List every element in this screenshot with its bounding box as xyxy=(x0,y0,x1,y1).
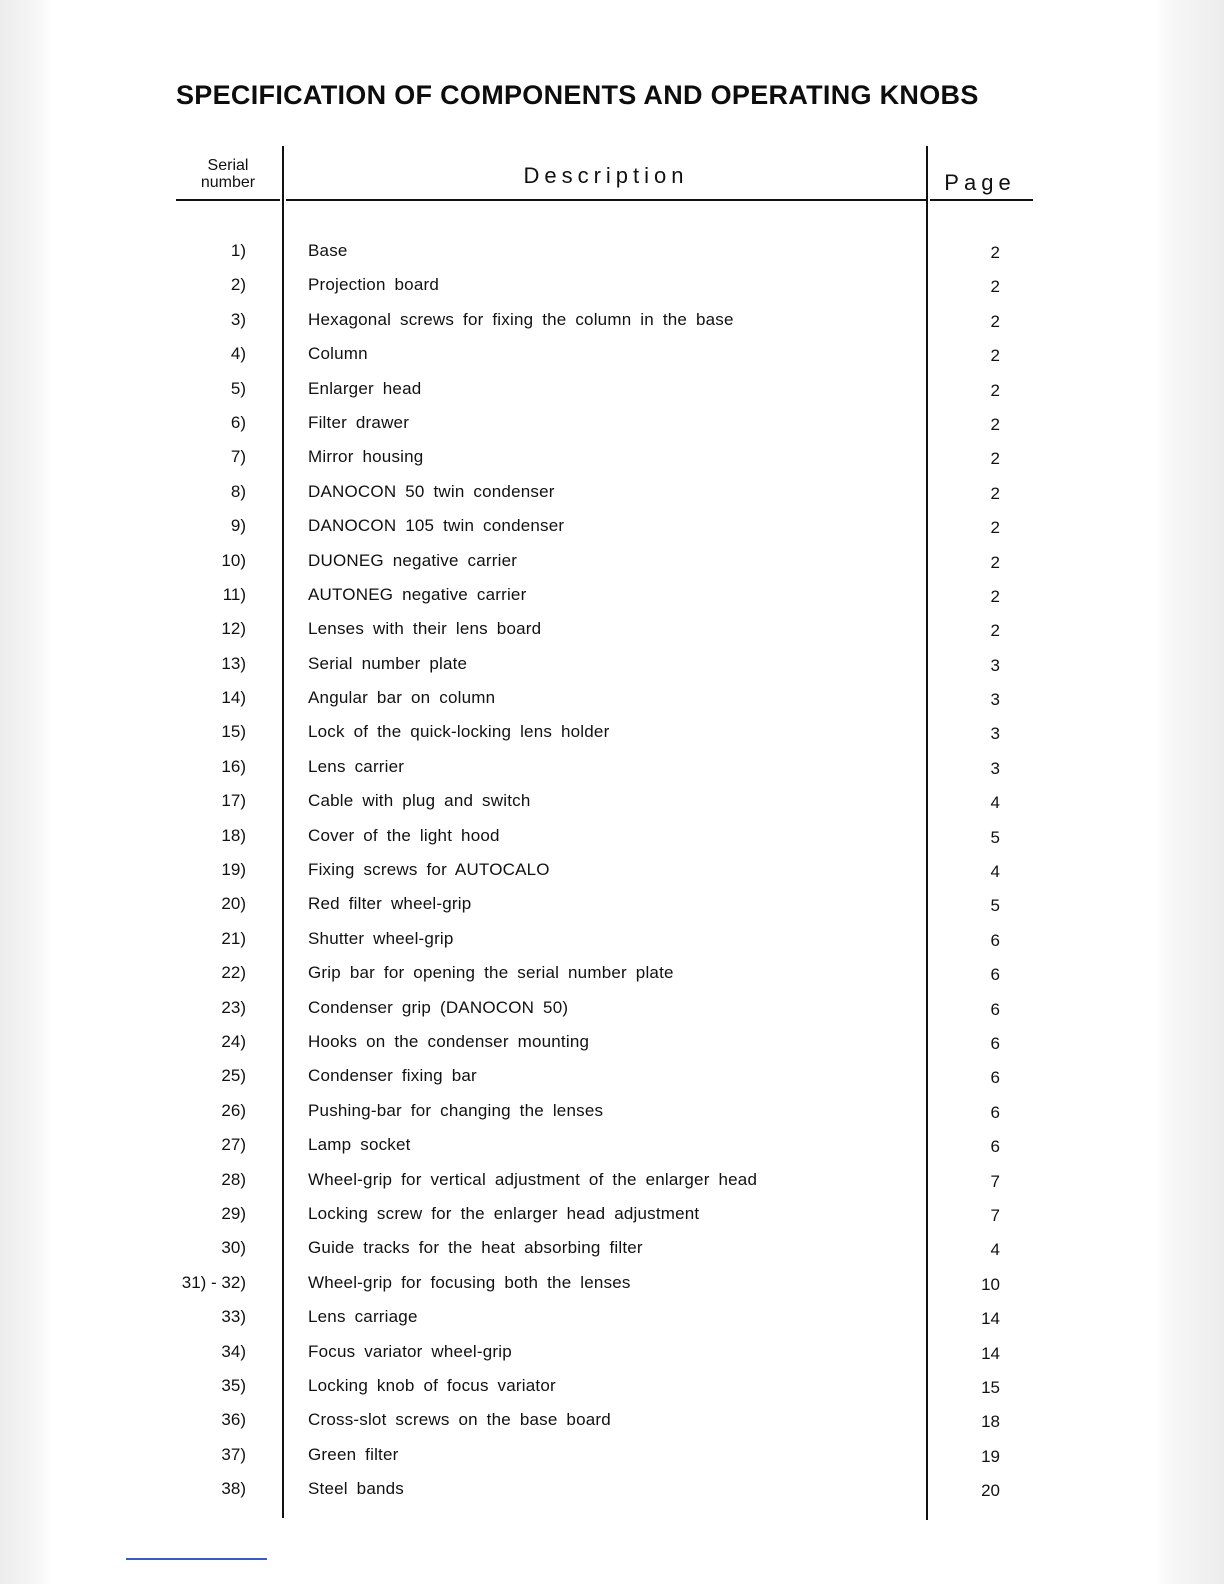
serial-number-cell: 38) xyxy=(221,1479,246,1499)
page-number-cell: 5 xyxy=(990,827,1000,847)
serial-number-cell: 14) xyxy=(221,688,246,708)
description-cell: Guide tracks for the heat absorbing filter xyxy=(308,1238,643,1258)
serial-number-cell: 12) xyxy=(221,619,246,639)
serial-number-cell: 5) xyxy=(230,378,246,398)
serial-number-cell: 20) xyxy=(221,894,246,914)
table-row xyxy=(0,1402,1224,1436)
serial-number-cell: 4) xyxy=(230,344,246,364)
description-cell: AUTONEG negative carrier xyxy=(308,584,527,604)
page-number-cell: 5 xyxy=(990,896,1000,916)
page-number-cell: 2 xyxy=(990,449,1000,469)
serial-number-cell: 36) xyxy=(221,1410,246,1430)
page-number-cell: 6 xyxy=(990,930,1000,950)
description-cell: Cable with plug and switch xyxy=(308,791,531,811)
description-cell: Focus variator wheel-grip xyxy=(308,1341,512,1361)
table-row xyxy=(0,1437,1224,1471)
table-row xyxy=(0,611,1224,645)
description-cell: Lenses with their lens board xyxy=(308,619,542,639)
serial-number-cell: 35) xyxy=(221,1375,246,1395)
serial-number-cell: 23) xyxy=(221,997,246,1017)
description-cell: DANOCON 50 twin condenser xyxy=(308,481,555,501)
table-row xyxy=(0,1471,1224,1505)
table-row xyxy=(0,1299,1224,1333)
description-cell: Cross-slot screws on the base board xyxy=(308,1410,611,1430)
page-number-cell: 6 xyxy=(990,1137,1000,1157)
serial-number-cell: 2) xyxy=(230,275,246,295)
table-row xyxy=(0,921,1224,955)
serial-number-cell: 1) xyxy=(230,241,246,260)
serial-number-cell: 30) xyxy=(221,1238,246,1258)
table-row xyxy=(0,233,1224,267)
description-cell: Wheel-grip for focusing both the lenses xyxy=(308,1272,631,1292)
description-cell: Condenser fixing bar xyxy=(308,1066,477,1086)
table-row xyxy=(0,680,1224,714)
page-number-cell: 3 xyxy=(990,758,1000,778)
table-row xyxy=(0,543,1224,577)
page-number-cell: 4 xyxy=(990,1240,1000,1260)
page-number-cell: 2 xyxy=(990,414,1000,434)
description-cell: Steel bands xyxy=(308,1479,404,1499)
serial-number-cell: 13) xyxy=(221,653,246,673)
serial-number-cell: 6) xyxy=(230,412,246,432)
page-number-cell: 2 xyxy=(990,243,1000,262)
serial-number-cell: 16) xyxy=(221,756,246,776)
column-header-description: Description xyxy=(523,163,689,188)
serial-number-cell: 29) xyxy=(221,1203,246,1223)
page-number-cell: 7 xyxy=(990,1205,1000,1225)
serial-number-cell: 31) - 32) xyxy=(181,1272,246,1292)
description-cell: DUONEG negative carrier xyxy=(308,550,518,570)
table-row xyxy=(0,405,1224,439)
page-number-cell: 14 xyxy=(981,1343,1000,1363)
page-number-cell: 2 xyxy=(990,483,1000,503)
page-number-cell: 6 xyxy=(990,999,1000,1019)
description-cell: Hexagonal screws for fixing the column in the base xyxy=(308,309,734,329)
description-cell: Red filter wheel-grip xyxy=(308,894,472,914)
description-cell: Condenser grip (DANOCON 50) xyxy=(308,997,569,1017)
description-cell: Locking screw for the enlarger head adjustment xyxy=(308,1203,700,1223)
column-header-serial xyxy=(188,157,268,191)
description-cell: Grip bar for opening the serial number plate xyxy=(308,963,674,983)
serial-number-cell: 37) xyxy=(221,1444,246,1464)
table-row xyxy=(0,646,1224,680)
table-row xyxy=(0,1196,1224,1230)
serial-number-cell: 10) xyxy=(221,550,246,570)
description-cell: Lens carrier xyxy=(308,756,405,776)
description-cell: Hooks on the condenser mounting xyxy=(308,1031,590,1051)
page-number-cell: 10 xyxy=(981,1274,1000,1294)
table-row xyxy=(0,886,1224,920)
table-row xyxy=(0,474,1224,508)
page-number-cell: 2 xyxy=(990,518,1000,538)
serial-number-cell: 15) xyxy=(221,722,246,742)
table-row xyxy=(0,1334,1224,1368)
description-cell: Enlarger head xyxy=(308,378,422,398)
page-number-cell: 15 xyxy=(981,1377,1000,1397)
page-number-cell: 6 xyxy=(990,1033,1000,1053)
table-row xyxy=(0,749,1224,783)
header-underline-serial xyxy=(176,199,280,201)
table-row xyxy=(0,1127,1224,1161)
table-row xyxy=(0,1024,1224,1058)
table-row xyxy=(0,955,1224,989)
page-number-cell: 4 xyxy=(990,793,1000,813)
serial-number-cell: 33) xyxy=(221,1307,246,1327)
table-row xyxy=(0,1162,1224,1196)
page-number-cell: 2 xyxy=(990,311,1000,331)
table-row xyxy=(0,508,1224,542)
description-cell: Lens carriage xyxy=(308,1307,418,1327)
description-cell: Base xyxy=(308,241,348,260)
page-title: SPECIFICATION OF COMPONENTS AND OPERATING KNOBS xyxy=(176,80,979,111)
header-underline-page xyxy=(930,199,1033,201)
serial-number-cell: 8) xyxy=(230,481,246,501)
header-underline-description xyxy=(286,199,926,201)
description-cell: Wheel-grip for vertical adjustment of the enlarger head xyxy=(308,1169,758,1189)
description-cell: Lamp socket xyxy=(308,1135,411,1155)
page-number-cell: 4 xyxy=(990,862,1000,882)
description-cell: Shutter wheel-grip xyxy=(308,928,454,948)
serial-number-cell: 34) xyxy=(221,1341,246,1361)
page-number-cell: 2 xyxy=(990,586,1000,606)
description-cell: Green filter xyxy=(308,1444,399,1464)
description-cell: Cover of the light hood xyxy=(308,825,500,845)
page-number-cell: 2 xyxy=(990,552,1000,572)
page-number-cell: 3 xyxy=(990,655,1000,675)
page-number-cell: 2 xyxy=(990,621,1000,641)
serial-number-cell: 27) xyxy=(221,1135,246,1155)
serial-number-cell: 7) xyxy=(230,447,246,467)
serial-number-cell: 17) xyxy=(221,791,246,811)
table-row xyxy=(0,1093,1224,1127)
footer-rule xyxy=(126,1558,267,1560)
description-cell: Fixing screws for AUTOCALO xyxy=(308,860,550,880)
table-row xyxy=(0,1265,1224,1299)
serial-number-cell: 19) xyxy=(221,860,246,880)
description-cell: DANOCON 105 twin condenser xyxy=(308,516,565,536)
page-number-cell: 2 xyxy=(990,380,1000,400)
description-cell: Serial number plate xyxy=(308,653,468,673)
serial-number-cell: 3) xyxy=(230,309,246,329)
serial-number-cell: 28) xyxy=(221,1169,246,1189)
serial-number-cell: 9) xyxy=(230,516,246,536)
table-row xyxy=(0,990,1224,1024)
table-row xyxy=(0,336,1224,370)
table-row xyxy=(0,1058,1224,1092)
description-cell: Column xyxy=(308,344,368,364)
table-row xyxy=(0,818,1224,852)
page-number-cell: 3 xyxy=(990,724,1000,744)
page-number-cell: 6 xyxy=(990,965,1000,985)
description-cell: Angular bar on column xyxy=(308,688,496,708)
serial-number-cell: 26) xyxy=(221,1100,246,1120)
column-header-serial-line2: number xyxy=(200,174,256,191)
column-header-page: Page xyxy=(944,170,1016,195)
description-cell: Lock of the quick-locking lens holder xyxy=(308,722,610,742)
page-number-cell: 19 xyxy=(981,1446,1000,1466)
table-row xyxy=(0,852,1224,886)
page-number-cell: 3 xyxy=(990,690,1000,710)
page-number-cell: 2 xyxy=(990,277,1000,297)
page-number-cell: 6 xyxy=(990,1102,1000,1122)
page-number-cell: 7 xyxy=(990,1171,1000,1191)
table-row xyxy=(0,714,1224,748)
serial-number-cell: 21) xyxy=(221,928,246,948)
page-number-cell: 20 xyxy=(981,1481,1000,1501)
table-row xyxy=(0,1230,1224,1264)
table-row xyxy=(0,577,1224,611)
description-cell: Filter drawer xyxy=(308,412,410,432)
components-table-body xyxy=(0,233,1224,1505)
serial-number-cell: 18) xyxy=(221,825,246,845)
page-number-cell: 2 xyxy=(990,346,1000,366)
table-row xyxy=(0,371,1224,405)
table-row xyxy=(0,1368,1224,1402)
description-cell: Projection board xyxy=(308,275,439,295)
page-number-cell: 18 xyxy=(981,1412,1000,1432)
table-row xyxy=(0,439,1224,473)
table-row xyxy=(0,302,1224,336)
description-cell: Mirror housing xyxy=(308,447,424,467)
serial-number-cell: 22) xyxy=(221,963,246,983)
serial-number-cell: 25) xyxy=(221,1066,246,1086)
table-row xyxy=(0,267,1224,301)
serial-number-cell: 11) xyxy=(222,584,246,604)
page-number-cell: 6 xyxy=(990,1068,1000,1088)
description-cell: Locking knob of focus variator xyxy=(308,1375,556,1395)
column-header-serial-line1: Serial xyxy=(207,157,249,174)
description-cell: Pushing-bar for changing the lenses xyxy=(308,1100,604,1120)
table-row xyxy=(0,783,1224,817)
page-number-cell: 14 xyxy=(981,1309,1000,1329)
serial-number-cell: 24) xyxy=(221,1031,246,1051)
